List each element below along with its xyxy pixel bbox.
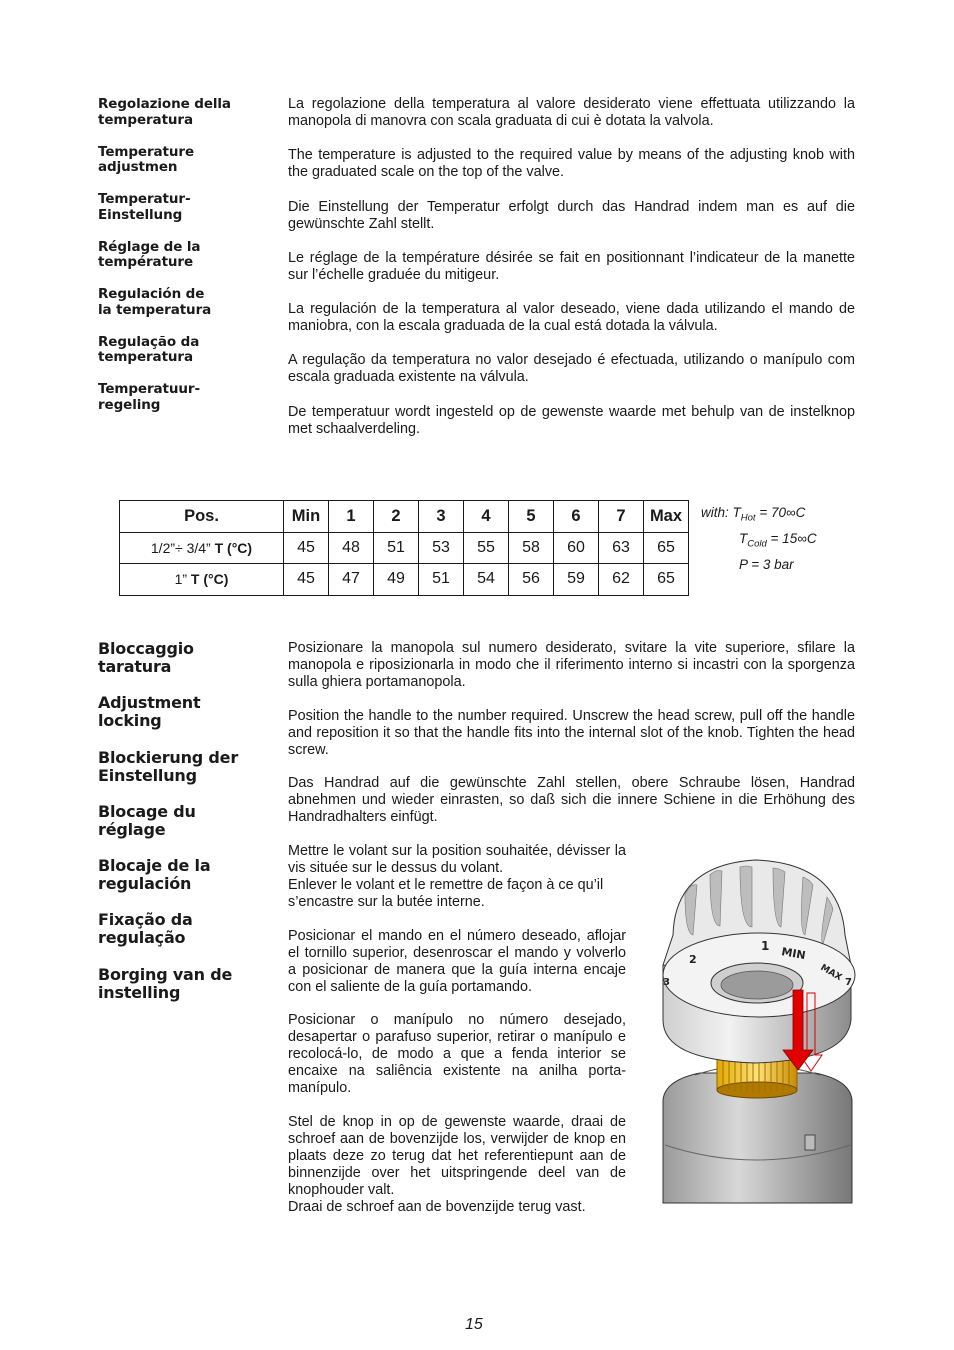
table-row (120, 564, 689, 596)
knob-drawing (655, 845, 860, 1210)
row-size: 1/2”÷ 3/4” (150, 539, 211, 556)
row-unit: T (°C) (214, 539, 253, 556)
paragraph-es: Posicionar el mando en el número deseado, aflojar el tornillo superior, desenroscar el mando y volverlo a posicionar de manera que la guía interna encaje con el saliente de la guía portamando. (288, 927, 626, 995)
label-nl: Borging van de instelling (98, 964, 233, 1002)
header-cell: 5 (509, 501, 554, 533)
table-cell: 45 (284, 532, 329, 564)
table-cell: 59 (554, 564, 599, 596)
label-en: Temperature adjustmen (98, 143, 195, 175)
label-es: Regulación de la temperatura (98, 286, 212, 318)
label-it: Regolazione della temperatura (98, 96, 231, 128)
paragraph-en: The temperature is adjusted to the required value by means of the adjusting knob with the graduated scale on the top of the valve. (288, 147, 855, 181)
paragraph-pt: Posicionar o manípulo no número desejado, desapertar o parafuso superior, retirar o manípulo e recolocá-lo, de modo a que a fenda interior se encaixe na saliência existente na anilha porta-manípulo. (288, 1012, 626, 1096)
paragraph-it: La regolazione della temperatura al valore desiderato viene effettuata utilizzando la manopola di manovra con scala graduata di cui è dotata la valvola. (288, 96, 855, 129)
label-nl: Temperatuur- regeling (98, 381, 200, 413)
page-number: 15 (465, 1316, 483, 1333)
test-conditions-note (701, 503, 817, 576)
section2-labels (98, 640, 278, 1020)
paragraph-nl-2: Draai de schroef aan de bovenzijde terug vast. (288, 1198, 586, 1215)
note-pressure: P = 3 bar (739, 557, 794, 573)
section2-paragraphs-narrow (288, 843, 626, 1216)
section1-labels (98, 97, 278, 430)
header-cell: 6 (554, 501, 599, 533)
paragraph-de: Die Einstellung der Temperatur erfolgt durch das Handrad indem man es auf die gewünschte Zahl stellt. (288, 198, 855, 232)
section1-paragraphs (288, 96, 855, 455)
label-es: Blocaje de la regulación (98, 856, 211, 894)
label-fr: Réglage de la température (98, 238, 201, 270)
table-cell: 47 (329, 564, 374, 596)
table-cell: 58 (509, 532, 554, 564)
table-cell: 49 (374, 564, 419, 596)
header-cell: 1 (329, 501, 374, 533)
paragraph-nl-1: Stel de knop in op de gewenste waarde, draai de schroef aan de bovenzijde los, verwijder de knop en plaats deze zo terug dat het referentiepunt aan de binnenzijde over het uitspringende deel van de knophouder valt. (288, 1113, 626, 1198)
paragraph-it: Posizionare la manopola sul numero desiderato, svitare la vite superiore, sfilare la manopola e riposizionarla in modo che il riferimento interno si incastri con la sporgenza sulla ghiera portamanopola. (288, 640, 855, 690)
row-size: 1” (174, 571, 188, 588)
knob-illustration (655, 845, 860, 1210)
table-cell: 51 (419, 564, 464, 596)
header-cell: 7 (599, 501, 644, 533)
table-cell: 56 (509, 564, 554, 596)
header-cell: Max (644, 501, 689, 533)
header-cell: 3 (419, 501, 464, 533)
table-cell: 54 (464, 564, 509, 596)
note-hot: with: $T_{Hot} = 70\infty C$ (701, 505, 806, 524)
paragraph-fr: Le réglage de la température désirée se fait en positionnant l’indicateur de la manette sur l’échelle graduée du mitigeur. (288, 249, 855, 283)
label-de: Temperatur- Einstellung (98, 191, 191, 223)
paragraph-nl: De temperatuur wordt ingesteld op de gewenste waarde met behulp van de instelknop met schaalverdeling. (288, 403, 855, 437)
paragraph-fr-1: Mettre le volant sur la position souhaitée, dévisser la vis située sur le dessus du volant. (288, 843, 626, 876)
table-row (120, 532, 689, 564)
paragraph-pt: A regulação da temperatura no valor desejado é efectuada, utilizando o manípulo com escala graduada existente na válvula. (288, 352, 855, 386)
label-pt: Fixação da regulação (98, 910, 193, 948)
header-cell: 2 (374, 501, 419, 533)
header-cell: Min (284, 501, 329, 533)
paragraph-en: Position the handle to the number required. Unscrew the head screw, pull off the handle and reposition it so that the handle fits into the internal slot of the knob. Tighten the head screw. (288, 707, 855, 758)
dial-label-7: 7 (845, 977, 852, 988)
table-cell: 65 (644, 564, 689, 596)
table-cell: 62 (599, 564, 644, 596)
dial-label-3: 3 (663, 977, 670, 988)
header-cell: Pos. (120, 501, 284, 533)
label-pt: Regulação da temperatura (98, 333, 200, 365)
table-cell: 48 (329, 532, 374, 564)
dial-label-1: 1 (761, 939, 770, 953)
table-cell: 45 (284, 564, 329, 596)
table-header-row (120, 501, 689, 533)
temperature-table (119, 500, 689, 596)
row-label (120, 532, 284, 564)
label-de: Blockierung der Einstellung (98, 747, 239, 785)
note-cold: $T_{Cold} = 15\infty C$ (739, 531, 817, 550)
table-cell: 51 (374, 532, 419, 564)
table-cell: 60 (554, 532, 599, 564)
row-unit: T (°C) (190, 571, 229, 588)
label-it: Bloccaggio taratura (98, 639, 194, 676)
table-cell: 65 (644, 532, 689, 564)
paragraph-es: La regulación de la temperatura al valor deseado, viene dada utilizando el mando de maniobra, con la escala graduada de la cual está dotada la válvula. (288, 301, 855, 335)
dial-label-min: MIN (780, 945, 807, 963)
row-label (120, 564, 284, 596)
paragraph-fr-2: Enlever le volant et le remettre de façon à ce qu’il s’encastre sur la butée interne. (288, 877, 604, 910)
header-cell: 4 (464, 501, 509, 533)
section2-paragraphs-full (288, 640, 855, 843)
dial-label-2: 2 (689, 953, 697, 966)
table-cell: 53 (419, 532, 464, 564)
label-en: Adjustment locking (98, 693, 201, 731)
dial-label-max: MAX (818, 962, 844, 984)
table-cell: 55 (464, 532, 509, 564)
table-cell: 63 (599, 532, 644, 564)
paragraph-de: Das Handrad auf die gewünschte Zahl stellen, obere Schraube lösen, Handrad abnehmen und wieder einrasten, so daß sich die innere Schiene in die Erhöhung des Handradhalters einfügt. (288, 775, 855, 825)
label-fr: Blocage du réglage (98, 801, 196, 839)
